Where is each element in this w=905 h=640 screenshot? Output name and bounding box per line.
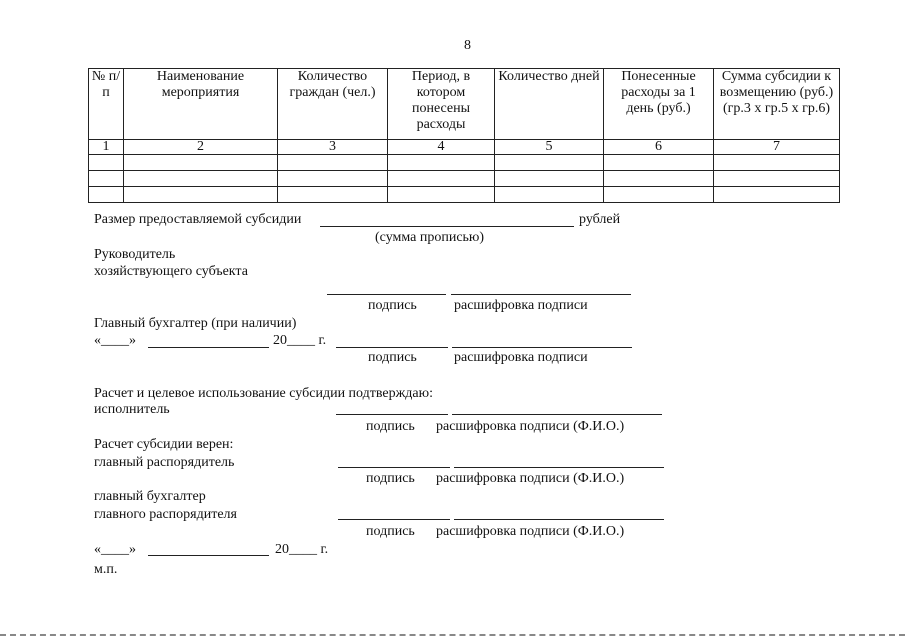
header-cell: Количество граждан (чел.) [278,69,388,140]
header-cell: Понесенные расходы за 1 день (руб.) [604,69,714,140]
signature-decoding-caption: расшифровка подписи [454,298,588,313]
page-number: 8 [464,38,471,53]
column-number: 1 [89,140,124,155]
executor-signature-line [336,414,448,415]
page-bottom-edge [0,634,905,636]
head-signature-line [327,294,446,295]
final-date-year: 20____ г. [275,542,329,557]
column-number: 5 [495,140,604,155]
main-manager-signature-line [338,467,450,468]
header-cell: Период, в котором понесены расходы [388,69,495,140]
column-number: 7 [714,140,840,155]
main-manager-decoding-line [454,467,664,468]
date-month-line [148,347,269,348]
date-year: 20____ г. [273,333,327,348]
signature-caption: подпись [366,524,415,539]
header-cell: Сумма субсидии к возмещению (руб.) (гр.3 х гр.5 х гр.6) [714,69,840,140]
table-row [89,171,840,187]
rubles-label: рублей [579,212,621,227]
amount-in-words-caption: (сумма прописью) [375,230,485,245]
column-number: 3 [278,140,388,155]
chief-acc-main-line2: главного распорядителя [94,507,237,522]
chief-accountant-decoding-line [452,347,632,348]
header-cell: № п/п [89,69,124,140]
subsidy-size-label: Размер предоставляемой субсидии [94,212,302,227]
column-number: 6 [604,140,714,155]
head-label-line2: хозяйствующего субъекта [94,264,248,279]
table-row [89,187,840,203]
chief-acc-main-line1: главный бухгалтер [94,489,206,504]
chief-accountant-signature-line [336,347,448,348]
header-cell: Наименование мероприятия [124,69,278,140]
head-label-line1: Руководитель [94,247,176,262]
header-cell: Количество дней [495,69,604,140]
executor-label: исполнитель [94,402,170,417]
signature-decoding-fio-caption: расшифровка подписи (Ф.И.О.) [436,471,625,486]
chief-acc-main-decoding-line [454,519,664,520]
executor-decoding-line [452,414,662,415]
column-number: 4 [388,140,495,155]
subsidy-table [88,68,840,203]
signature-decoding-fio-caption: расшифровка подписи (Ф.И.О.) [436,419,625,434]
chief-accountant-label: Главный бухгалтер (при наличии) [94,316,297,331]
final-date-day: «____» [94,542,136,557]
signature-caption: подпись [368,350,417,365]
date-day: «____» [94,333,136,348]
stamp-place: м.п. [94,562,118,577]
final-date-month-line [148,555,269,556]
calc-correct-label: Расчет субсидии верен: [94,437,234,452]
table-column-numbers-row [89,140,840,155]
subsidy-amount-line [320,226,574,227]
chief-acc-main-signature-line [338,519,450,520]
table-header-row [89,69,840,140]
signature-decoding-fio-caption: расшифровка подписи (Ф.И.О.) [436,524,625,539]
head-decoding-line [451,294,631,295]
confirm-label: Расчет и целевое использование субсидии подтверждаю: [94,386,433,401]
signature-caption: подпись [368,298,417,313]
signature-caption: подпись [366,419,415,434]
column-number: 2 [124,140,278,155]
main-manager-label: главный распорядитель [94,455,235,470]
signature-caption: подпись [366,471,415,486]
signature-decoding-caption: расшифровка подписи [454,350,588,365]
table-row [89,155,840,171]
